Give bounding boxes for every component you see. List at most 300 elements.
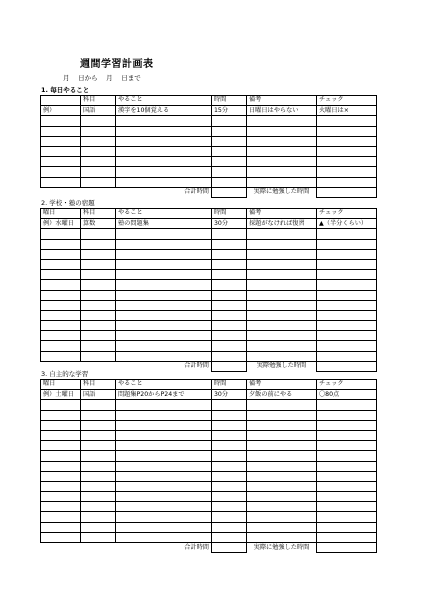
table-cell[interactable] <box>81 300 116 310</box>
table-cell[interactable] <box>81 341 116 351</box>
table-cell[interactable] <box>212 492 247 502</box>
table-cell[interactable] <box>116 512 212 522</box>
table-cell[interactable] <box>116 126 212 136</box>
table-cell[interactable] <box>212 522 247 532</box>
table-row[interactable] <box>41 400 377 410</box>
table-cell[interactable] <box>81 167 116 177</box>
actual-time-box[interactable] <box>317 361 377 371</box>
table-cell[interactable] <box>116 146 212 156</box>
table-row[interactable] <box>41 341 377 351</box>
table-cell[interactable] <box>317 239 377 249</box>
table-row[interactable] <box>41 177 377 187</box>
table-cell[interactable] <box>41 400 81 410</box>
section-1-table <box>40 95 377 198</box>
table-cell[interactable] <box>317 146 377 156</box>
table-cell[interactable] <box>212 249 247 259</box>
table-cell[interactable] <box>247 249 317 259</box>
table-cell[interactable] <box>247 290 317 300</box>
header-note: 備考 <box>247 96 317 106</box>
table-cell[interactable] <box>41 259 81 269</box>
table-cell[interactable] <box>247 157 317 167</box>
table-cell[interactable] <box>212 126 247 136</box>
table-row[interactable] <box>41 270 377 280</box>
table-cell[interactable] <box>81 441 116 451</box>
table-cell[interactable] <box>81 532 116 542</box>
table-cell[interactable] <box>317 259 377 269</box>
table-cell[interactable] <box>41 321 81 331</box>
header-check: チェック <box>317 96 377 106</box>
table-cell[interactable] <box>212 167 247 177</box>
table-cell[interactable] <box>212 512 247 522</box>
example-row <box>41 219 377 229</box>
actual-time-label: 実際勉強した時間 <box>247 361 317 371</box>
table-cell[interactable] <box>212 410 247 420</box>
table-row[interactable] <box>41 249 377 259</box>
total-time-label: 合計時間 <box>116 361 212 371</box>
table-cell[interactable] <box>41 157 81 167</box>
table-cell[interactable] <box>317 167 377 177</box>
actual-time-box[interactable] <box>317 543 377 553</box>
table-cell[interactable] <box>317 351 377 361</box>
table-cell[interactable] <box>116 331 212 341</box>
table-cell[interactable] <box>81 157 116 167</box>
table-row[interactable] <box>41 430 377 440</box>
table-cell[interactable] <box>247 280 317 290</box>
table-cell[interactable] <box>116 116 212 126</box>
table-cell[interactable] <box>81 492 116 502</box>
table-cell[interactable] <box>116 341 212 351</box>
table-cell[interactable] <box>317 441 377 451</box>
table-row[interactable] <box>41 321 377 331</box>
table-row[interactable] <box>41 136 377 146</box>
total-time-label: 合計時間 <box>116 187 212 197</box>
table-cell[interactable] <box>212 280 247 290</box>
header-cell <box>41 96 81 106</box>
table-cell[interactable] <box>81 321 116 331</box>
table-row[interactable] <box>41 522 377 532</box>
table-cell[interactable] <box>247 461 317 471</box>
table-cell[interactable] <box>247 502 317 512</box>
table-cell[interactable] <box>317 492 377 502</box>
table-row[interactable] <box>41 290 377 300</box>
header-subject: 科目 <box>81 380 116 390</box>
table-cell[interactable] <box>81 116 116 126</box>
table-row[interactable] <box>41 157 377 167</box>
table-cell[interactable] <box>247 451 317 461</box>
table-cell[interactable] <box>247 146 317 156</box>
table-cell[interactable] <box>41 532 81 542</box>
table-cell[interactable] <box>81 351 116 361</box>
table-cell[interactable] <box>116 249 212 259</box>
table-cell[interactable] <box>317 502 377 512</box>
table-cell[interactable] <box>81 451 116 461</box>
table-cell[interactable] <box>81 481 116 491</box>
table-cell[interactable] <box>116 239 212 249</box>
table-cell[interactable] <box>81 512 116 522</box>
table-cell[interactable] <box>41 492 81 502</box>
table-cell[interactable] <box>247 492 317 502</box>
table-cell[interactable] <box>41 249 81 259</box>
table-cell[interactable] <box>81 471 116 481</box>
table-cell[interactable] <box>317 249 377 259</box>
table-row[interactable] <box>41 410 377 420</box>
table-header-row <box>41 209 377 219</box>
section-3-title: 3. 自主的な学習 <box>41 370 89 378</box>
table-cell[interactable] <box>317 270 377 280</box>
table-row[interactable] <box>41 532 377 542</box>
table-cell[interactable] <box>116 167 212 177</box>
footer-row <box>41 361 377 371</box>
table-cell[interactable] <box>116 157 212 167</box>
total-time-box[interactable] <box>212 361 247 371</box>
example-day: 例） <box>41 106 81 116</box>
actual-time-label: 実際に勉強した時間 <box>247 543 317 553</box>
table-cell[interactable] <box>317 400 377 410</box>
header-subject: 科目 <box>81 96 116 106</box>
table-cell[interactable] <box>41 341 81 351</box>
table-cell[interactable] <box>247 116 317 126</box>
footer-row <box>41 543 377 553</box>
example-time: 30分 <box>212 390 247 400</box>
table-cell[interactable] <box>41 410 81 420</box>
table-row[interactable] <box>41 310 377 320</box>
table-row[interactable] <box>41 502 377 512</box>
table-cell[interactable] <box>41 451 81 461</box>
table-cell[interactable] <box>41 126 81 136</box>
total-time-box[interactable] <box>212 543 247 553</box>
table-cell[interactable] <box>317 461 377 471</box>
table-cell[interactable] <box>116 492 212 502</box>
table-cell[interactable] <box>116 310 212 320</box>
table-cell[interactable] <box>247 341 317 351</box>
table-row[interactable] <box>41 167 377 177</box>
table-cell[interactable] <box>116 461 212 471</box>
table-row[interactable] <box>41 461 377 471</box>
table-cell[interactable] <box>317 331 377 341</box>
table-cell[interactable] <box>212 502 247 512</box>
header-subject: 科目 <box>81 209 116 219</box>
table-cell[interactable] <box>81 177 116 187</box>
table-cell[interactable] <box>212 481 247 491</box>
example-row <box>41 390 377 400</box>
table-row[interactable] <box>41 451 377 461</box>
table-cell[interactable] <box>116 451 212 461</box>
example-task: 問題集P20からP24まで <box>116 390 212 400</box>
table-cell[interactable] <box>247 300 317 310</box>
table-cell[interactable] <box>116 136 212 146</box>
table-cell[interactable] <box>317 116 377 126</box>
header-time: 時間 <box>212 380 247 390</box>
table-cell[interactable] <box>212 136 247 146</box>
table-cell[interactable] <box>247 522 317 532</box>
table-cell[interactable] <box>212 239 247 249</box>
table-cell[interactable] <box>212 451 247 461</box>
table-cell[interactable] <box>41 280 81 290</box>
table-cell[interactable] <box>81 146 116 156</box>
table-cell[interactable] <box>247 167 317 177</box>
table-cell[interactable] <box>41 441 81 451</box>
table-cell[interactable] <box>317 136 377 146</box>
table-row[interactable] <box>41 239 377 249</box>
example-subject: 国語 <box>81 390 116 400</box>
example-subject: 国語 <box>81 106 116 116</box>
table-cell[interactable] <box>317 451 377 461</box>
table-row[interactable] <box>41 471 377 481</box>
page-title: 週間学習計画表 <box>80 59 154 70</box>
table-cell[interactable] <box>212 461 247 471</box>
table-cell[interactable] <box>247 239 317 249</box>
table-cell[interactable] <box>212 290 247 300</box>
period-line: 月 日から 月 日まで <box>63 74 141 82</box>
table-cell[interactable] <box>247 441 317 451</box>
table-cell[interactable] <box>247 177 317 187</box>
table-cell[interactable] <box>116 522 212 532</box>
example-task: 漢字を10個覚える <box>116 106 212 116</box>
table-cell[interactable] <box>317 481 377 491</box>
table-cell[interactable] <box>116 441 212 451</box>
table-cell[interactable] <box>247 136 317 146</box>
header-task: やること <box>116 380 212 390</box>
table-row[interactable] <box>41 300 377 310</box>
example-time: 15分 <box>212 106 247 116</box>
table-cell[interactable] <box>116 259 212 269</box>
table-cell[interactable] <box>41 146 81 156</box>
table-cell[interactable] <box>81 259 116 269</box>
table-cell[interactable] <box>116 471 212 481</box>
table-cell[interactable] <box>41 116 81 126</box>
table-cell[interactable] <box>212 351 247 361</box>
table-cell[interactable] <box>41 461 81 471</box>
table-row[interactable] <box>41 146 377 156</box>
table-cell[interactable] <box>317 410 377 420</box>
table-cell[interactable] <box>317 290 377 300</box>
table-cell[interactable] <box>116 229 212 239</box>
table-cell[interactable] <box>41 331 81 341</box>
table-cell[interactable] <box>247 351 317 361</box>
table-cell[interactable] <box>116 502 212 512</box>
table-cell[interactable] <box>81 400 116 410</box>
table-cell[interactable] <box>116 532 212 542</box>
table-cell[interactable] <box>116 321 212 331</box>
table-cell[interactable] <box>247 126 317 136</box>
table-cell[interactable] <box>247 410 317 420</box>
table-cell[interactable] <box>81 461 116 471</box>
table-cell[interactable] <box>41 310 81 320</box>
table-cell[interactable] <box>317 280 377 290</box>
table-row[interactable] <box>41 229 377 239</box>
table-row[interactable] <box>41 492 377 502</box>
table-cell[interactable] <box>81 187 116 197</box>
example-note: 日曜日はやらない <box>247 106 317 116</box>
table-cell[interactable] <box>317 522 377 532</box>
table-cell[interactable] <box>317 420 377 430</box>
table-cell[interactable] <box>81 522 116 532</box>
table-cell[interactable] <box>41 290 81 300</box>
table-cell[interactable] <box>41 522 81 532</box>
table-cell[interactable] <box>212 471 247 481</box>
table-cell[interactable] <box>116 270 212 280</box>
table-cell[interactable] <box>81 239 116 249</box>
table-cell[interactable] <box>212 146 247 156</box>
example-row <box>41 106 377 116</box>
table-cell[interactable] <box>212 341 247 351</box>
table-cell[interactable] <box>247 481 317 491</box>
total-time-label: 合計時間 <box>116 543 212 553</box>
table-cell[interactable] <box>41 136 81 146</box>
table-cell[interactable] <box>81 310 116 320</box>
table-row[interactable] <box>41 126 377 136</box>
table-cell[interactable] <box>212 300 247 310</box>
table-row[interactable] <box>41 481 377 491</box>
table-cell[interactable] <box>81 126 116 136</box>
header-time: 時間 <box>212 96 247 106</box>
table-cell[interactable] <box>247 532 317 542</box>
table-cell[interactable] <box>317 471 377 481</box>
table-cell[interactable] <box>317 321 377 331</box>
table-cell[interactable] <box>81 229 116 239</box>
example-check: ▲（半分くらい） <box>317 219 377 229</box>
header-task: やること <box>116 209 212 219</box>
table-cell[interactable] <box>212 532 247 542</box>
table-cell[interactable] <box>212 157 247 167</box>
header-check: チェック <box>317 380 377 390</box>
header-check: チェック <box>317 209 377 219</box>
table-cell[interactable] <box>81 502 116 512</box>
table-cell[interactable] <box>247 229 317 239</box>
table-cell[interactable] <box>41 543 81 553</box>
table-row[interactable] <box>41 280 377 290</box>
table-cell[interactable] <box>81 331 116 341</box>
table-cell[interactable] <box>317 177 377 187</box>
table-cell[interactable] <box>41 351 81 361</box>
table-cell[interactable] <box>81 270 116 280</box>
table-row[interactable] <box>41 351 377 361</box>
section-1-title: 1. 毎日やること <box>41 86 90 94</box>
table-cell[interactable] <box>212 400 247 410</box>
table-cell[interactable] <box>212 116 247 126</box>
table-cell[interactable] <box>116 410 212 420</box>
table-cell[interactable] <box>212 321 247 331</box>
table-cell[interactable] <box>247 400 317 410</box>
table-cell[interactable] <box>212 177 247 187</box>
table-cell[interactable] <box>212 310 247 320</box>
table-cell[interactable] <box>41 229 81 239</box>
table-cell[interactable] <box>41 167 81 177</box>
table-cell[interactable] <box>247 471 317 481</box>
table-row[interactable] <box>41 116 377 126</box>
table-cell[interactable] <box>41 239 81 249</box>
actual-time-box[interactable] <box>317 187 377 197</box>
table-cell[interactable] <box>116 290 212 300</box>
table-header-row <box>41 380 377 390</box>
table-cell[interactable] <box>116 280 212 290</box>
table-cell[interactable] <box>116 420 212 430</box>
header-day: 曜日 <box>41 209 81 219</box>
example-check: 火曜日は× <box>317 106 377 116</box>
table-cell[interactable] <box>116 300 212 310</box>
table-cell[interactable] <box>81 410 116 420</box>
table-cell[interactable] <box>317 512 377 522</box>
example-task: 塾の問題集 <box>116 219 212 229</box>
example-note: 採題がなければ復習 <box>247 219 317 229</box>
table-cell[interactable] <box>247 270 317 280</box>
table-cell[interactable] <box>116 177 212 187</box>
table-cell[interactable] <box>116 481 212 491</box>
table-cell[interactable] <box>247 321 317 331</box>
table-cell[interactable] <box>317 341 377 351</box>
table-cell[interactable] <box>41 502 81 512</box>
table-cell[interactable] <box>212 331 247 341</box>
table-cell[interactable] <box>317 229 377 239</box>
header-time: 時間 <box>212 209 247 219</box>
table-row[interactable] <box>41 420 377 430</box>
table-cell[interactable] <box>41 300 81 310</box>
table-cell[interactable] <box>41 420 81 430</box>
table-cell[interactable] <box>81 280 116 290</box>
actual-time-label: 実際に勉強した時間 <box>247 187 317 197</box>
table-cell[interactable] <box>41 481 81 491</box>
table-cell[interactable] <box>41 270 81 280</box>
section-3-table <box>40 379 377 553</box>
table-cell[interactable] <box>317 157 377 167</box>
example-subject: 算数 <box>81 219 116 229</box>
table-cell[interactable] <box>317 300 377 310</box>
table-row[interactable] <box>41 331 377 341</box>
table-cell[interactable] <box>116 400 212 410</box>
total-time-box[interactable] <box>212 187 247 197</box>
table-cell[interactable] <box>247 512 317 522</box>
table-cell[interactable] <box>41 177 81 187</box>
table-cell[interactable] <box>41 187 81 197</box>
table-cell[interactable] <box>247 310 317 320</box>
table-cell[interactable] <box>212 420 247 430</box>
table-cell[interactable] <box>41 471 81 481</box>
table-header-row <box>41 96 377 106</box>
table-cell[interactable] <box>317 532 377 542</box>
example-note: 夕飯の前にやる <box>247 390 317 400</box>
table-cell[interactable] <box>81 249 116 259</box>
table-cell[interactable] <box>81 420 116 430</box>
table-cell[interactable] <box>247 420 317 430</box>
table-row[interactable] <box>41 512 377 522</box>
table-cell[interactable] <box>212 441 247 451</box>
header-note: 備考 <box>247 209 317 219</box>
table-cell[interactable] <box>212 430 247 440</box>
header-day: 曜日 <box>41 380 81 390</box>
table-cell[interactable] <box>212 229 247 239</box>
table-cell[interactable] <box>81 543 116 553</box>
table-cell[interactable] <box>247 259 317 269</box>
table-cell[interactable] <box>81 290 116 300</box>
table-cell[interactable] <box>81 136 116 146</box>
table-row[interactable] <box>41 259 377 269</box>
table-cell[interactable] <box>247 331 317 341</box>
table-row[interactable] <box>41 441 377 451</box>
table-cell[interactable] <box>41 430 81 440</box>
table-cell[interactable] <box>247 430 317 440</box>
table-cell[interactable] <box>81 430 116 440</box>
table-cell[interactable] <box>317 430 377 440</box>
table-cell[interactable] <box>116 351 212 361</box>
table-cell[interactable] <box>41 512 81 522</box>
table-cell[interactable] <box>212 270 247 280</box>
example-time: 30分 <box>212 219 247 229</box>
table-cell[interactable] <box>116 430 212 440</box>
example-day: 例）土曜日 <box>41 390 81 400</box>
table-cell[interactable] <box>317 310 377 320</box>
table-cell[interactable] <box>317 126 377 136</box>
table-cell[interactable] <box>212 259 247 269</box>
